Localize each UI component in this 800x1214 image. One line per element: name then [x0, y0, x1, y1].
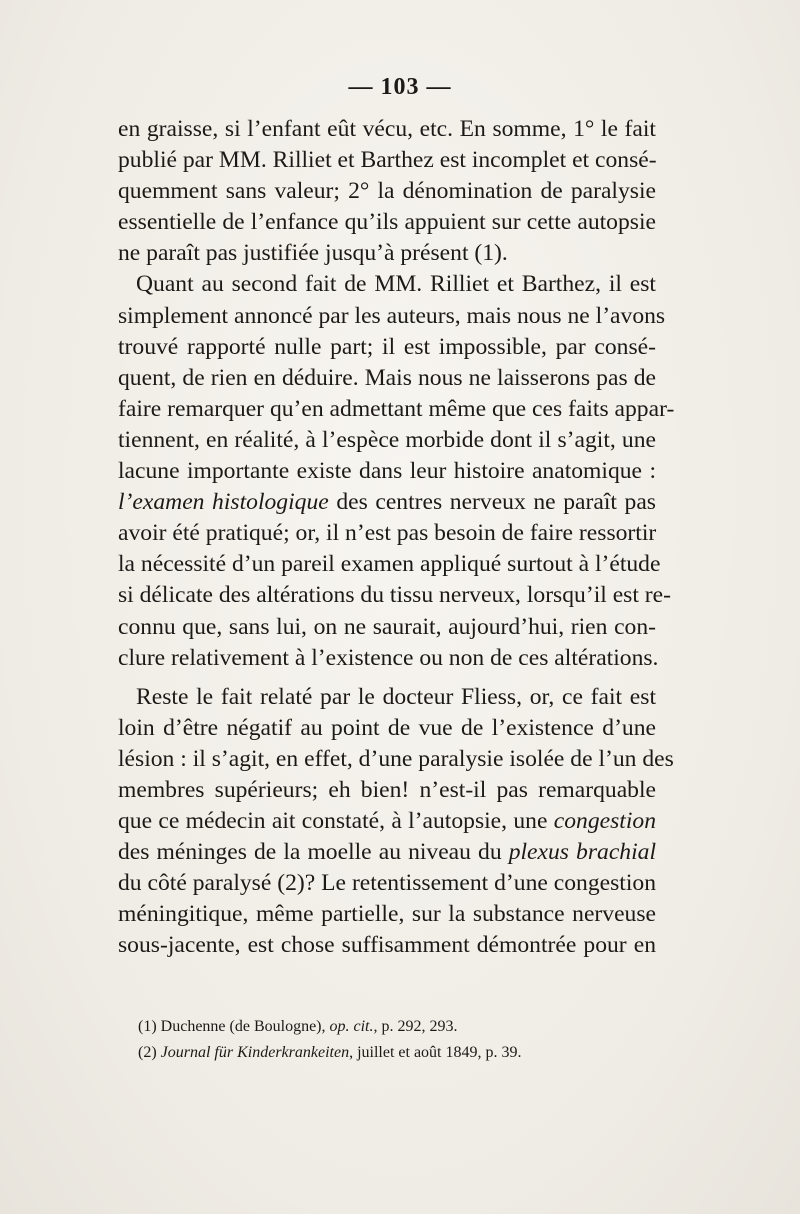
footnote-1	[138, 1014, 658, 1040]
footnote-italic: op. cit.	[329, 1018, 374, 1035]
text-line: ne paraît pas justifiée jusqu’à présent (1).	[118, 240, 508, 267]
text-line-with-italic	[118, 837, 656, 868]
footnote-pre: (1) Duchenne (de Boulogne),	[138, 1018, 330, 1035]
footnote-italic: Journal für Kinderkrankeiten	[160, 1044, 350, 1061]
paragraph-2	[118, 269, 675, 673]
text-line-with-italic	[118, 487, 656, 518]
text-line: la nécessité d’un pareil examen appliqué surtout à l’étude	[118, 551, 661, 578]
text-line: connu que, sans lui, on ne saurait, aujourd’hui, rien con-	[118, 613, 656, 640]
text-line: lacune importante existe dans leur histoire anatomique :	[118, 458, 656, 485]
text-line: loin d’être négatif au point de vue de l’existence d’une	[118, 714, 656, 741]
text-line: lésion : il s’agit, en effet, d’une paralysie isolée de l’un des	[118, 745, 674, 772]
text-line: trouvé rapporté nulle part; il est impossible, par consé-	[118, 333, 656, 360]
paragraph-1	[118, 114, 656, 269]
text-line: publié par MM. Rilliet et Barthez est incomplet et consé-	[118, 147, 657, 174]
text-line: membres supérieurs; eh bien! n’est-il pas remarquable	[118, 776, 656, 803]
body-text	[118, 114, 675, 962]
text-line: simplement annoncé par les auteurs, mais nous ne l’avons	[118, 302, 666, 329]
italic-phrase: congestion	[553, 808, 656, 835]
text-line: avoir été pratiqué; or, il n’est pas besoin de faire ressortir	[118, 520, 657, 547]
text-line: quent, de rien en déduire. Mais nous ne laisserons pas de	[118, 364, 656, 391]
text-line: clure relativement à l’existence ou non de ces altérations.	[118, 644, 659, 671]
footnotes	[138, 1014, 658, 1066]
text-line: en graisse, si l’enfant eût vécu, etc. En somme, 1° le fait	[118, 116, 656, 142]
text-line: du côté paralysé (2)? Le retentissement d’une congestion	[118, 870, 656, 897]
paragraph-gap	[118, 674, 656, 682]
footnote-post: , juillet et août 1849, p. 39.	[349, 1044, 522, 1061]
text-line: méningitique, même partielle, sur la substance nerveuse	[118, 901, 656, 928]
paragraph-3	[118, 682, 674, 962]
text-line-with-italic	[118, 806, 656, 837]
text-line: sous-jacente, est chose suffisamment démontrée pour en	[118, 932, 656, 959]
line-pre: que ce médecin ait constaté, à l’autopsie, une	[118, 808, 554, 835]
text-line: quemment sans valeur; 2° la dénomination de paralysie	[118, 178, 656, 205]
text-line: Reste le fait relaté par le docteur Fliess, or, ce fait est	[136, 683, 656, 710]
text-line: faire remarquer qu’en admettant même que ces faits appar-	[118, 395, 675, 422]
text-line: tiennent, en réalité, à l’espèce morbide dont il s’agit, une	[118, 426, 656, 453]
italic-phrase: l’examen histologique	[118, 489, 329, 516]
line-post: des centres nerveux ne paraît pas	[328, 489, 656, 516]
text-line: si délicate des altérations du tissu nerveux, lorsqu’il est re-	[118, 582, 671, 609]
line-pre: des méninges de la moelle au niveau du	[118, 839, 509, 866]
text-line: essentielle de l’enfance qu’ils appuient sur cette autopsie	[118, 209, 656, 236]
text-line: Quant au second fait de MM. Rilliet et Barthez, il est	[136, 271, 656, 298]
footnote-post: , p. 292, 293.	[373, 1018, 458, 1035]
footnote-2	[138, 1040, 658, 1066]
footnote-pre: (2)	[138, 1044, 161, 1061]
italic-phrase: plexus brachial	[508, 839, 656, 866]
page-number: — 103 —	[348, 74, 452, 100]
